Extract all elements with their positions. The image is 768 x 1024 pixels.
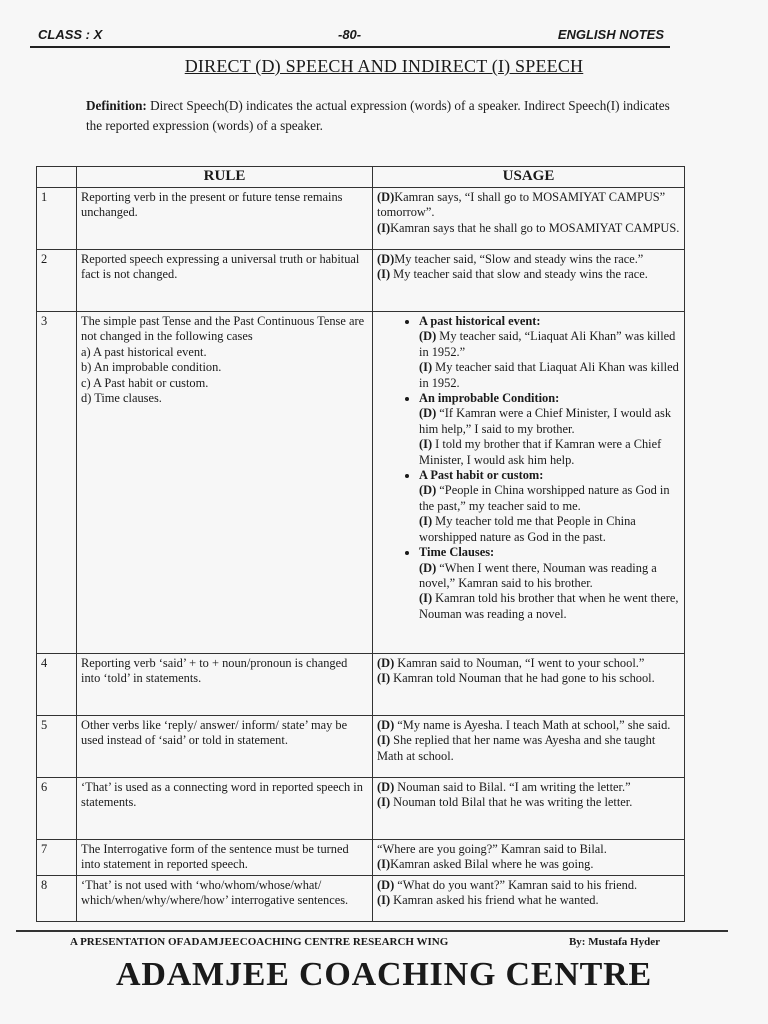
definition-paragraph bbox=[86, 96, 686, 136]
row-number: 3 bbox=[37, 312, 77, 654]
direct-example: “Where are you going?” Kamran said to Bilal. bbox=[377, 842, 607, 856]
usage-cell bbox=[373, 654, 685, 716]
table-row bbox=[37, 716, 685, 778]
row-number: 6 bbox=[37, 778, 77, 840]
footer-centre-name: ADAMJEE COACHING CENTRE bbox=[116, 956, 652, 993]
row-number: 8 bbox=[37, 875, 77, 921]
indirect-example: (I) My teacher told me that People in China worshipped nature as God in the past. bbox=[419, 514, 636, 544]
definition-label: Definition: bbox=[86, 98, 147, 113]
row-number: 2 bbox=[37, 250, 77, 312]
rule-line: The simple past Tense and the Past Continuous Tense are not changed in the following cases bbox=[81, 314, 365, 344]
indirect-example: (I)Kamran asked Bilal where he was going. bbox=[377, 857, 594, 872]
usage-cell bbox=[373, 250, 685, 312]
indirect-example: (I)Kamran says that he shall go to MOSAMIYAT CAMPUS. bbox=[377, 220, 680, 235]
direct-example: (D) My teacher said, “Liaquat Ali Khan” was killed in 1952.” bbox=[419, 329, 676, 359]
usage-cell bbox=[373, 778, 685, 840]
rule-line: d) Time clauses. bbox=[81, 391, 162, 406]
indirect-example: (I) Nouman told Bilal that he was writing the letter. bbox=[377, 795, 633, 810]
table-row bbox=[37, 778, 685, 840]
usage-bullet-list bbox=[377, 314, 680, 622]
header-num bbox=[37, 167, 77, 188]
usage-cell bbox=[373, 188, 685, 250]
usage-cell bbox=[373, 840, 685, 876]
rule-text: ‘That’ is used as a connecting word in reported speech in statements. bbox=[77, 778, 373, 840]
row-number: 7 bbox=[37, 840, 77, 876]
footer-brand: ADAMJEE bbox=[183, 936, 240, 948]
footer-divider bbox=[16, 930, 728, 932]
direct-example: (D) “When I went there, Nouman was reading a novel,” Kamran said to his brother. bbox=[419, 560, 657, 590]
rule-line: c) A Past habit or custom. bbox=[81, 375, 209, 390]
page-number: -80- bbox=[338, 27, 362, 42]
list-item: • A past historical event: (D) My teacher said, “Liaquat Ali Khan” was killed in 1952.” (I) My teacher said that Liaquat Ali Khan was killed in 1952. bbox=[419, 314, 680, 391]
table-header-row bbox=[37, 167, 685, 188]
list-item: • An improbable Condition: (D) “If Kamran were a Chief Minister, I would ask him help,” I said to my brother. (I) I told my brother that if Kamran were a Chief Minister, I would ask him help. bbox=[419, 391, 680, 468]
table-row bbox=[37, 250, 685, 312]
page-header bbox=[30, 26, 670, 48]
table-row bbox=[37, 875, 685, 921]
table-row bbox=[37, 654, 685, 716]
usage-cell bbox=[373, 875, 685, 921]
rule-text: Reporting verb ‘said’ + to + noun/pronoun is changed into ‘told’ in statements. bbox=[77, 654, 373, 716]
indirect-example: (I) My teacher said that slow and steady wins the race. bbox=[377, 267, 648, 282]
indirect-example: (I) I told my brother that if Kamran were a Chief Minister, I would ask him help. bbox=[419, 437, 662, 467]
footer-prefix: A PRESENTATION OF bbox=[70, 936, 184, 948]
header-rule: RULE bbox=[77, 167, 373, 188]
rule-text: Reported speech expressing a universal truth or habitual fact is not changed. bbox=[77, 250, 373, 312]
header-usage: USAGE bbox=[373, 167, 685, 188]
row-number: 5 bbox=[37, 716, 77, 778]
rule-text: Reporting verb in the present or future tense remains unchanged. bbox=[77, 188, 373, 250]
rule-text: The Interrogative form of the sentence must be turned into statement in reported speech. bbox=[77, 840, 373, 876]
footer-credit bbox=[70, 936, 690, 948]
list-item: • A Past habit or custom: (D) “People in China worshipped nature as God in the past,” my teacher said to me. (I) My teacher told me that People in China worshipped nature as God in the past. bbox=[419, 468, 680, 545]
rule-text bbox=[77, 312, 373, 654]
indirect-example: (I) Kamran told Nouman that he had gone to his school. bbox=[377, 671, 655, 686]
footer-author: By: Mustafa Hyder bbox=[568, 936, 660, 948]
row-number: 4 bbox=[37, 654, 77, 716]
direct-example: (D) “My name is Ayesha. I teach Math at school,” she said. bbox=[377, 718, 671, 732]
row-number: 1 bbox=[37, 188, 77, 250]
direct-example: (D) Kamran said to Nouman, “I went to your school.” bbox=[377, 656, 645, 670]
usage-cell bbox=[373, 312, 685, 654]
class-label: CLASS : X bbox=[38, 27, 103, 42]
rule-line: b) An improbable condition. bbox=[81, 360, 222, 375]
indirect-example: (I) Kamran told his brother that when he went there, Nouman was reading a novel. bbox=[419, 591, 679, 621]
table-row bbox=[37, 312, 685, 654]
direct-example: (D) Nouman said to Bilal. “I am writing the letter.” bbox=[377, 780, 631, 794]
table-row bbox=[37, 840, 685, 876]
rules-table bbox=[36, 166, 685, 922]
rule-text: Other verbs like ‘reply/ answer/ inform/ state’ may be used instead of ‘said’ or told in statement. bbox=[77, 716, 373, 778]
indirect-example: (I) My teacher said that Liaquat Ali Khan was killed in 1952. bbox=[419, 360, 679, 390]
usage-cell bbox=[373, 716, 685, 778]
page-title: DIRECT (D) SPEECH AND INDIRECT (I) SPEECH bbox=[184, 56, 584, 76]
direct-example: (D)My teacher said, “Slow and steady wins the race.” bbox=[377, 252, 644, 266]
indirect-example: (I) She replied that her name was Ayesha and she taught Math at school. bbox=[377, 733, 656, 763]
direct-example: (D) “People in China worshipped nature as God in the past,” my teacher said to me. bbox=[419, 483, 670, 513]
rule-text: ‘That’ is not used with ‘who/whom/whose/what/ which/when/why/where/how’ interrogative sentences. bbox=[77, 875, 373, 921]
list-item: • Time Clauses: (D) “When I went there, Nouman was reading a novel,” Kamran said to his brother. (I) Kamran told his brother that when he went there, Nouman was reading a novel. bbox=[419, 545, 680, 622]
rule-line: a) A past historical event. bbox=[81, 344, 207, 359]
direct-example: (D) “What do you want?” Kamran said to his friend. bbox=[377, 877, 638, 892]
definition-text: Direct Speech(D) indicates the actual expression (words) of a speaker. Indirect Speech(I) indicates the reported expression (words) of a speaker. bbox=[86, 98, 670, 133]
subject-label: ENGLISH NOTES bbox=[557, 27, 664, 42]
indirect-example: (I) Kamran asked his friend what he wanted. bbox=[377, 893, 599, 908]
direct-example: (D) “If Kamran were a Chief Minister, I would ask him help,” I said to my brother. bbox=[419, 406, 672, 436]
table-row bbox=[37, 188, 685, 250]
direct-example: (D)Kamran says, “I shall go to MOSAMIYAT CAMPUS” tomorrow”. bbox=[377, 190, 666, 220]
footer-suffix: COACHING CENTRE RESEARCH WING bbox=[239, 936, 449, 948]
